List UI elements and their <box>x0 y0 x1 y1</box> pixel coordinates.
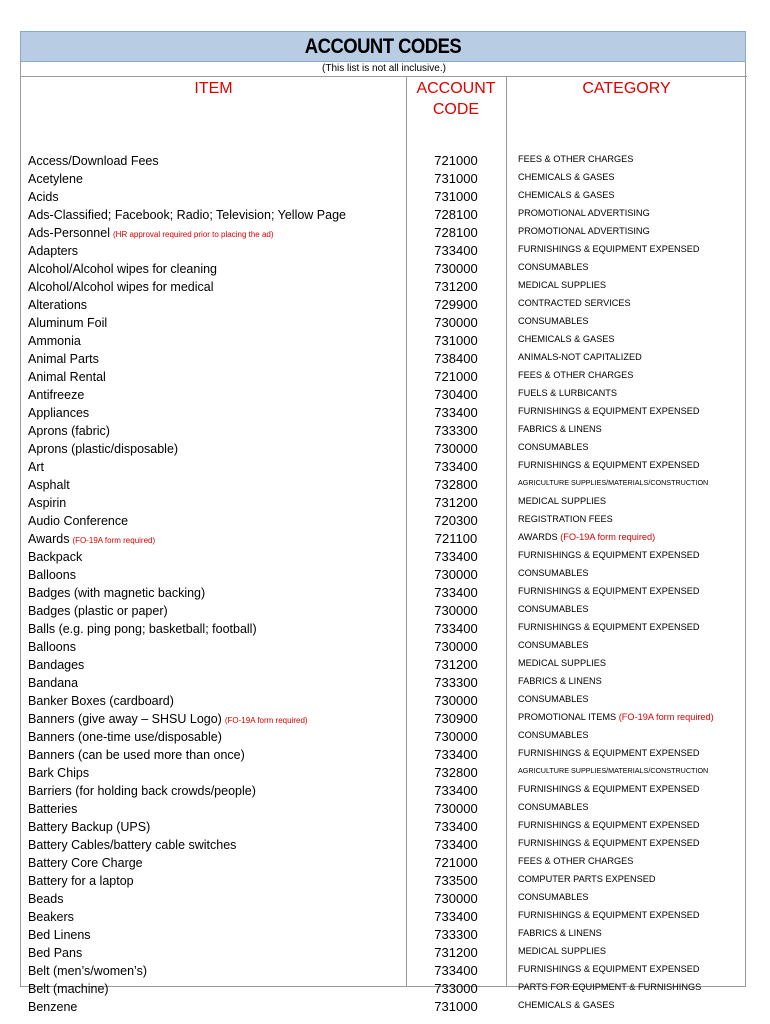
item-cell <box>28 710 308 730</box>
item-name: Beads <box>28 892 64 906</box>
item-note: (FO-19A form required) <box>72 536 156 545</box>
category-cell <box>518 348 642 366</box>
category-cell <box>518 456 700 474</box>
table-row <box>21 926 747 944</box>
category-cell <box>518 582 700 600</box>
account-code: 731200 <box>434 657 478 672</box>
category-cell <box>518 672 602 690</box>
category-name: CHEMICALS & GASES <box>518 1000 615 1010</box>
item-name: Bandana <box>28 676 79 690</box>
item-cell <box>28 746 245 764</box>
item-name: Balloons <box>28 640 76 654</box>
category-name: CONSUMABLES <box>518 604 589 614</box>
item-cell <box>28 170 83 188</box>
table-row <box>21 476 747 494</box>
account-code: 733400 <box>434 549 478 564</box>
item-note: (HR approval required prior to placing the ad) <box>113 230 274 239</box>
item-name: Banners (one-time use/disposable) <box>28 730 222 744</box>
item-cell <box>28 674 78 692</box>
table-row <box>21 170 747 188</box>
item-cell <box>28 926 91 944</box>
item-cell <box>28 980 109 998</box>
table-row <box>21 584 747 602</box>
category-name: FABRICS & LINENS <box>518 424 602 434</box>
item-name: Barriers (for holding back crowds/people) <box>28 784 256 798</box>
item-cell <box>28 818 150 836</box>
account-code: 732800 <box>434 765 478 780</box>
table-row <box>21 548 747 566</box>
item-cell <box>28 854 143 872</box>
item-name: Battery Cables/battery cable switches <box>28 838 237 852</box>
item-name: Banners (give away – SHSU Logo) <box>28 712 222 726</box>
category-cell <box>518 564 588 582</box>
category-cell <box>518 240 700 258</box>
account-code: 733400 <box>434 837 478 852</box>
category-name: CONSUMABLES <box>518 568 589 578</box>
table-row <box>21 908 747 926</box>
account-code: 730000 <box>434 567 478 582</box>
item-name: Art <box>28 460 44 474</box>
category-name: PROMOTIONAL ADVERTISING <box>518 208 650 218</box>
item-name: Badges (with magnetic backing) <box>28 586 206 600</box>
item-cell <box>28 188 59 206</box>
category-name: FURNISHINGS & EQUIPMENT EXPENSED <box>518 964 700 974</box>
category-cell <box>518 150 633 168</box>
table-row <box>21 836 747 854</box>
account-code: 730000 <box>434 801 478 816</box>
item-cell <box>28 638 76 656</box>
account-code: 733000 <box>434 981 478 996</box>
category-name: CONSUMABLES <box>518 730 589 740</box>
category-name: ANIMALS-NOT CAPITALIZED <box>518 352 642 362</box>
item-name: Bed Pans <box>28 946 83 960</box>
category-name: FABRICS & LINENS <box>518 676 602 686</box>
category-name: CHEMICALS & GASES <box>518 172 615 182</box>
account-code: 731200 <box>434 495 478 510</box>
item-name: Ads-Personnel <box>28 226 110 240</box>
column-header-account: ACCOUNT <box>416 80 496 97</box>
category-cell <box>518 168 615 186</box>
account-code: 730400 <box>434 387 478 402</box>
item-name: Acetylene <box>28 172 83 186</box>
item-name: Bandages <box>28 658 85 672</box>
item-cell <box>28 530 155 550</box>
category-cell <box>518 222 650 240</box>
category-cell <box>518 816 700 834</box>
category-note: (FO-19A form required) <box>560 532 656 542</box>
account-code: 733500 <box>434 873 478 888</box>
account-code: 733400 <box>434 819 478 834</box>
category-name: MEDICAL SUPPLIES <box>518 946 606 956</box>
item-cell <box>28 584 205 602</box>
account-code: 730900 <box>434 711 478 726</box>
item-cell <box>28 602 168 620</box>
account-code: 733400 <box>434 909 478 924</box>
category-name: FURNISHINGS & EQUIPMENT EXPENSED <box>518 586 700 596</box>
item-name: Beakers <box>28 910 74 924</box>
item-cell <box>28 764 89 782</box>
column-header-code: CODE <box>432 101 480 118</box>
category-cell <box>518 204 650 222</box>
item-note: (FO-19A form required) <box>224 716 308 725</box>
category-cell <box>518 384 617 402</box>
account-code: 730000 <box>434 603 478 618</box>
category-cell <box>518 726 588 744</box>
account-code: 731000 <box>434 333 478 348</box>
category-cell <box>518 366 633 384</box>
account-code: 731200 <box>434 279 478 294</box>
item-name: Benzene <box>28 1000 78 1014</box>
item-cell <box>28 332 81 350</box>
table-row <box>21 422 747 440</box>
category-cell <box>518 996 615 1014</box>
table-row <box>21 980 747 998</box>
category-cell <box>518 186 615 204</box>
item-name: Audio Conference <box>28 514 129 528</box>
item-name: Belt (men’s/women’s) <box>28 964 148 978</box>
item-name: Battery Backup (UPS) <box>28 820 151 834</box>
item-cell <box>28 944 82 962</box>
category-name: FEES & OTHER CHARGES <box>518 856 634 866</box>
table-row <box>21 998 747 1016</box>
account-code: 731000 <box>434 189 478 204</box>
account-code: 721000 <box>434 369 478 384</box>
account-code: 730000 <box>434 261 478 276</box>
account-code: 731000 <box>434 999 478 1014</box>
item-cell <box>28 224 274 244</box>
table-row <box>21 494 747 512</box>
item-name: Aprons (fabric) <box>28 424 110 438</box>
category-cell <box>518 258 588 276</box>
category-name: FEES & OTHER CHARGES <box>518 154 634 164</box>
header-divider <box>21 76 747 77</box>
item-cell <box>28 278 214 296</box>
item-cell <box>28 260 217 278</box>
account-code: 728100 <box>434 207 478 222</box>
category-cell <box>518 978 701 996</box>
category-cell <box>518 906 700 924</box>
category-name: CONSUMABLES <box>518 316 589 326</box>
category-name: REGISTRATION FEES <box>518 514 613 524</box>
category-name: FURNISHINGS & EQUIPMENT EXPENSED <box>518 550 700 560</box>
item-cell <box>28 548 82 566</box>
category-cell <box>518 852 633 870</box>
item-cell <box>28 458 44 476</box>
item-name: Battery Core Charge <box>28 856 143 870</box>
table-row <box>21 872 747 890</box>
table-row <box>21 314 747 332</box>
category-cell <box>518 528 655 546</box>
category-name: PROMOTIONAL ITEMS <box>518 712 617 722</box>
account-code: 733300 <box>434 675 478 690</box>
item-name: Aspirin <box>28 496 67 510</box>
item-name: Aprons (plastic/disposable) <box>28 442 179 456</box>
category-cell <box>518 690 588 708</box>
item-name: Animal Rental <box>28 370 106 384</box>
category-name: FURNISHINGS & EQUIPMENT EXPENSED <box>518 748 700 758</box>
category-cell <box>518 924 602 942</box>
item-name: Awards <box>28 532 70 546</box>
category-name: CONSUMABLES <box>518 442 589 452</box>
category-name: MEDICAL SUPPLIES <box>518 280 606 290</box>
account-code: 728100 <box>434 225 478 240</box>
item-cell <box>28 386 84 404</box>
account-code: 733400 <box>434 585 478 600</box>
account-code: 732800 <box>434 477 478 492</box>
category-cell <box>518 870 656 888</box>
category-cell <box>518 834 700 852</box>
item-name: Alterations <box>28 298 88 312</box>
account-code: 733400 <box>434 405 478 420</box>
item-name: Access/Download Fees <box>28 154 159 168</box>
category-name: CONSUMABLES <box>518 802 589 812</box>
item-cell <box>28 692 174 710</box>
category-name: FURNISHINGS & EQUIPMENT EXPENSED <box>518 460 700 470</box>
category-cell <box>518 888 588 906</box>
item-cell <box>28 872 134 890</box>
category-name: AGRICULTURE SUPPLIES/MATERIALS/CONSTRUCTION <box>518 478 709 487</box>
category-name: CHEMICALS & GASES <box>518 190 615 200</box>
category-cell <box>518 708 714 726</box>
column-header-category: CATEGORY <box>582 80 671 97</box>
item-name: Backpack <box>28 550 83 564</box>
item-cell <box>28 998 77 1016</box>
item-cell <box>28 620 257 638</box>
item-name: Banker Boxes (cardboard) <box>28 694 174 708</box>
account-code: 733300 <box>434 927 478 942</box>
category-name: FEES & OTHER CHARGES <box>518 370 634 380</box>
category-cell <box>518 546 700 564</box>
category-name: MEDICAL SUPPLIES <box>518 658 606 668</box>
category-cell <box>518 438 588 456</box>
item-cell <box>28 890 63 908</box>
table-row <box>21 296 747 314</box>
category-cell <box>518 618 700 636</box>
column-header-item: ITEM <box>194 80 233 97</box>
item-cell <box>28 476 70 494</box>
category-name: PROMOTIONAL ADVERTISING <box>518 226 650 236</box>
table-row <box>21 260 747 278</box>
table-row <box>21 404 747 422</box>
item-name: Banners (can be used more than once) <box>28 748 245 762</box>
account-code: 730000 <box>434 693 478 708</box>
item-cell <box>28 512 128 530</box>
item-cell <box>28 404 89 422</box>
item-cell <box>28 440 178 458</box>
item-cell <box>28 296 87 314</box>
subtitle: (This list is not all inclusive.) <box>322 63 446 74</box>
category-cell <box>518 420 602 438</box>
category-name: FUELS & LURBICANTS <box>518 388 618 398</box>
item-cell <box>28 836 236 854</box>
category-cell <box>518 744 700 762</box>
category-cell <box>518 402 700 420</box>
category-name: CHEMICALS & GASES <box>518 334 615 344</box>
item-cell <box>28 422 110 440</box>
item-name: Appliances <box>28 406 90 420</box>
category-name: CONSUMABLES <box>518 640 589 650</box>
item-name: Antifreeze <box>28 388 85 402</box>
account-code: 721000 <box>434 855 478 870</box>
item-name: Ammonia <box>28 334 81 348</box>
item-name: Battery for a laptop <box>28 874 134 888</box>
item-name: Asphalt <box>28 478 70 492</box>
category-name: AWARDS <box>518 532 558 542</box>
item-cell <box>28 728 222 746</box>
account-code: 730000 <box>434 891 478 906</box>
item-cell <box>28 314 107 332</box>
item-cell <box>28 800 77 818</box>
category-cell <box>518 780 700 798</box>
table-frame <box>20 62 746 1014</box>
item-name: Animal Parts <box>28 352 99 366</box>
category-name: FURNISHINGS & EQUIPMENT EXPENSED <box>518 622 700 632</box>
category-name: FURNISHINGS & EQUIPMENT EXPENSED <box>518 820 700 830</box>
table-row <box>21 278 747 296</box>
item-name: Bark Chips <box>28 766 90 780</box>
account-code: 730000 <box>434 639 478 654</box>
category-cell <box>518 492 606 510</box>
table-row <box>21 350 747 368</box>
account-code: 731200 <box>434 945 478 960</box>
item-cell <box>28 350 99 368</box>
account-code: 730000 <box>434 729 478 744</box>
table-row <box>21 656 747 674</box>
item-name: Balls (e.g. ping pong; basketball; football) <box>28 622 257 636</box>
category-cell <box>518 762 708 780</box>
category-cell <box>518 600 588 618</box>
account-code: 733300 <box>434 423 478 438</box>
item-cell <box>28 908 74 926</box>
account-code: 721100 <box>434 531 478 546</box>
category-cell <box>518 960 700 978</box>
category-cell <box>518 942 606 960</box>
category-name: CONSUMABLES <box>518 262 589 272</box>
item-name: Bed Linens <box>28 928 91 942</box>
account-code: 733400 <box>434 783 478 798</box>
table-row <box>21 242 747 260</box>
item-name: Alcohol/Alcohol wipes for cleaning <box>28 262 217 276</box>
item-cell <box>28 782 256 800</box>
item-name: Belt (machine) <box>28 982 109 996</box>
category-name: CONSUMABLES <box>518 892 589 902</box>
category-name: FURNISHINGS & EQUIPMENT EXPENSED <box>518 910 700 920</box>
category-name: FABRICS & LINENS <box>518 928 602 938</box>
category-name: FURNISHINGS & EQUIPMENT EXPENSED <box>518 838 700 848</box>
item-cell <box>28 206 346 224</box>
item-name: Acids <box>28 190 59 204</box>
category-cell <box>518 510 613 528</box>
category-name: PARTS FOR EQUIPMENT & FURNISHINGS <box>518 982 702 992</box>
account-code: 733400 <box>434 963 478 978</box>
category-cell <box>518 330 615 348</box>
account-code: 730000 <box>434 315 478 330</box>
account-code: 733400 <box>434 243 478 258</box>
category-name: CONTRACTED SERVICES <box>518 298 631 308</box>
category-note: (FO-19A form required) <box>618 712 714 722</box>
item-name: Aluminum Foil <box>28 316 108 330</box>
item-name: Balloons <box>28 568 76 582</box>
category-cell <box>518 276 606 294</box>
table-row <box>21 710 747 728</box>
category-cell <box>518 474 708 492</box>
item-cell <box>28 242 78 260</box>
item-cell <box>28 962 147 980</box>
item-cell <box>28 656 84 674</box>
account-code: 730000 <box>434 441 478 456</box>
category-name: COMPUTER PARTS EXPENSED <box>518 874 656 884</box>
category-name: MEDICAL SUPPLIES <box>518 496 606 506</box>
account-code: 721000 <box>434 153 478 168</box>
category-cell <box>518 798 588 816</box>
item-name: Adapters <box>28 244 79 258</box>
page-title: ACCOUNT CODES <box>64 32 701 61</box>
account-code: 720300 <box>434 513 478 528</box>
title-banner <box>20 31 746 62</box>
category-cell <box>518 636 588 654</box>
account-code: 731000 <box>434 171 478 186</box>
category-name: FURNISHINGS & EQUIPMENT EXPENSED <box>518 244 700 254</box>
table-row <box>21 674 747 692</box>
table-row <box>21 620 747 638</box>
item-name: Badges (plastic or paper) <box>28 604 168 618</box>
table-row <box>21 152 747 170</box>
category-name: FURNISHINGS & EQUIPMENT EXPENSED <box>518 784 700 794</box>
account-code: 733400 <box>434 621 478 636</box>
category-name: FURNISHINGS & EQUIPMENT EXPENSED <box>518 406 700 416</box>
table-row <box>21 782 747 800</box>
item-cell <box>28 368 106 386</box>
item-name: Alcohol/Alcohol wipes for medical <box>28 280 214 294</box>
item-cell <box>28 566 76 584</box>
account-code: 733400 <box>434 747 478 762</box>
category-name: CONSUMABLES <box>518 694 589 704</box>
category-cell <box>518 654 606 672</box>
account-code-rows <box>21 152 747 1016</box>
account-code: 729900 <box>434 297 478 312</box>
account-code: 738400 <box>434 351 478 366</box>
item-cell <box>28 152 159 170</box>
category-cell <box>518 294 631 312</box>
item-name: Ads-Classified; Facebook; Radio; Television; Yellow Page <box>28 208 347 222</box>
account-codes-sheet <box>20 31 746 1014</box>
item-name: Batteries <box>28 802 78 816</box>
account-code: 733400 <box>434 459 478 474</box>
table-row <box>21 368 747 386</box>
item-cell <box>28 494 66 512</box>
category-name: AGRICULTURE SUPPLIES/MATERIALS/CONSTRUCTION <box>518 766 709 775</box>
category-cell <box>518 312 588 330</box>
table-row <box>21 638 747 656</box>
